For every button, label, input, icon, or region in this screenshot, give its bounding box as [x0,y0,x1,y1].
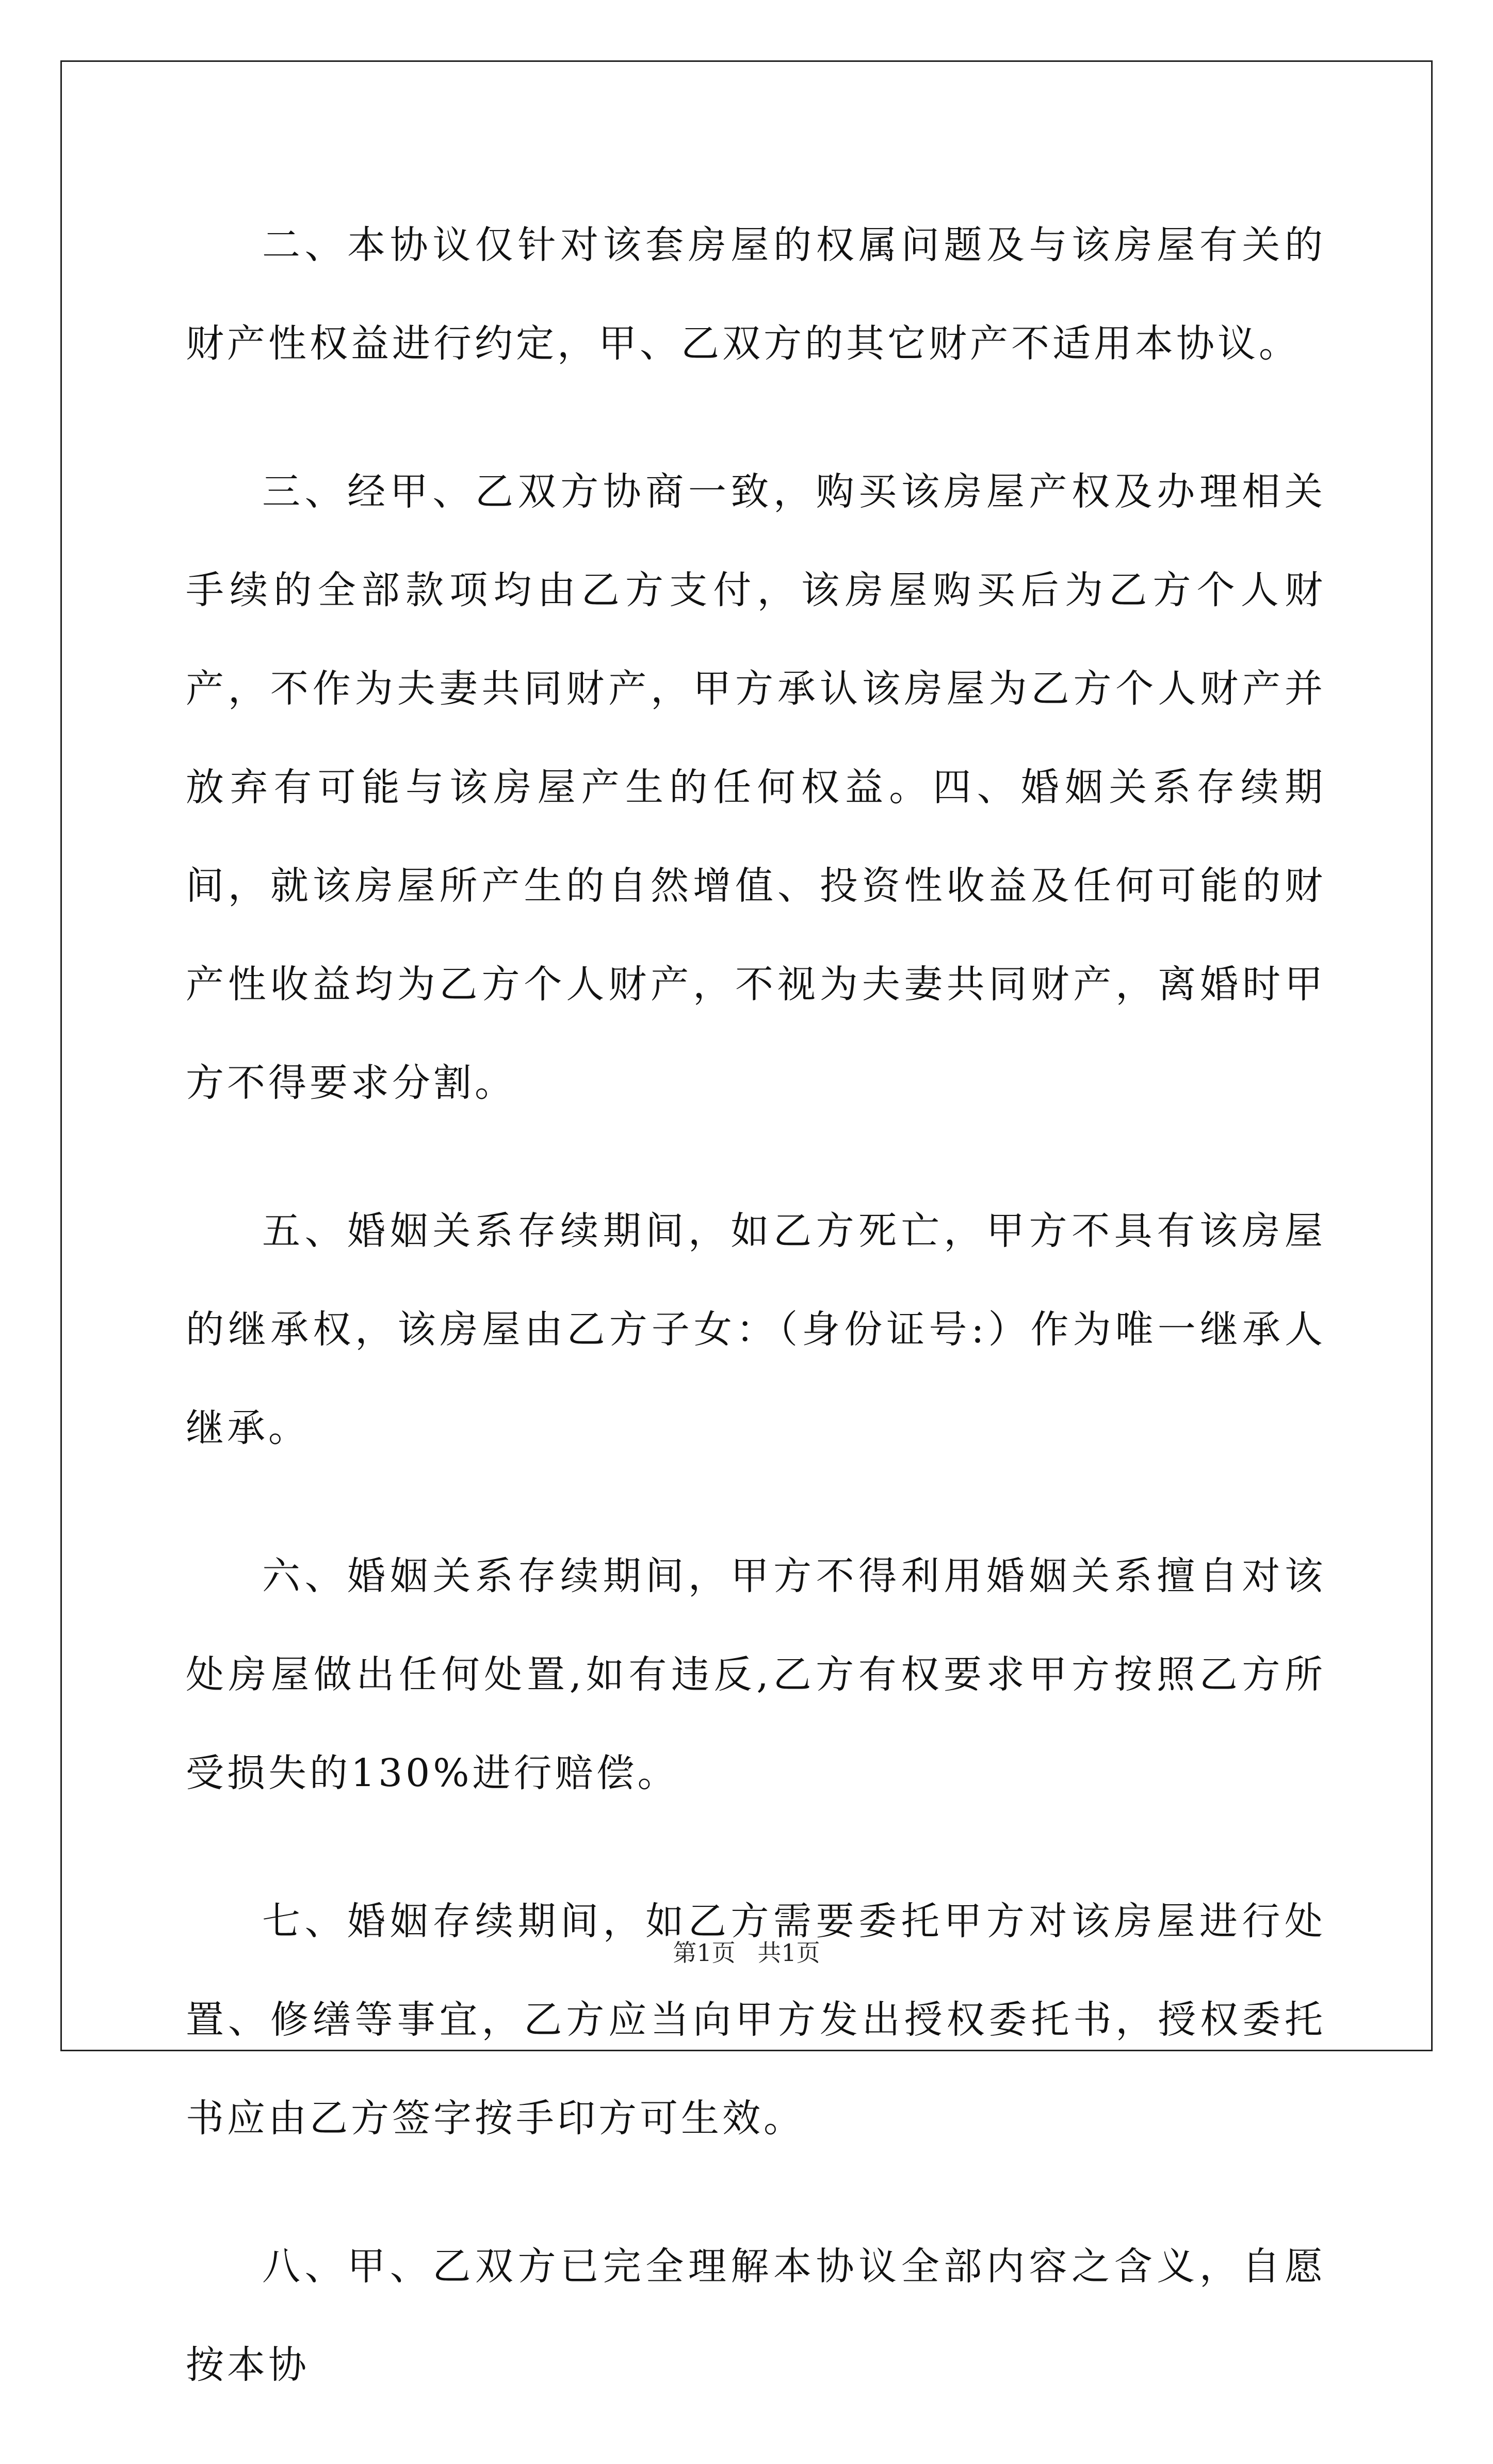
document-body [186,196,1326,2464]
clause-2: 二、本协议仅针对该套房屋的权属问题及与该房屋有关的财产性权益进行约定，甲、乙双方的其它财产不适用本协议。 [186,223,1326,366]
clause-5: 五、婚姻关系存续期间，如乙方死亡，甲方不具有该房屋的继承权，该房屋由乙方子女：（身份证号:）作为唯一继承人继承。 [186,1209,1326,1450]
page-number: 第1页 [673,1939,736,1967]
clause-6: 六、婚姻关系存续期间，甲方不得利用婚姻关系擅自对该处房屋做出任何处置,如有违反,乙方有权要求甲方按照乙方所受损失的130%进行赔偿。 [186,1554,1326,1795]
page-total: 共1页 [757,1939,820,1967]
page-footer [0,1937,1493,1968]
clause-3-4: 三、经甲、乙双方协商一致，购买该房屋产权及办理相关手续的全部款项均由乙方支付，该房屋购买后为乙方个人财产，不作为夫妻共同财产，甲方承认该房屋为乙方个人财产并放弃有可能与该房屋产生的任何权益。四、婚姻关系存续期间，就该房屋所产生的自然增值、投资性收益及任何可能的财产性收益均为乙方个人财产，不视为夫妻共同财产，离婚时甲方不得要求分割。 [186,469,1326,1105]
clause-8: 八、甲、乙双方已完全理解本协议全部内容之含义，自愿按本协 [186,2244,1326,2387]
clause-7: 七、婚姻存续期间，如乙方需要委托甲方对该房屋进行处置、修缮等事宜，乙方应当向甲方发出授权委托书，授权委托书应由乙方签字按手印方可生效。 [186,1899,1326,2141]
